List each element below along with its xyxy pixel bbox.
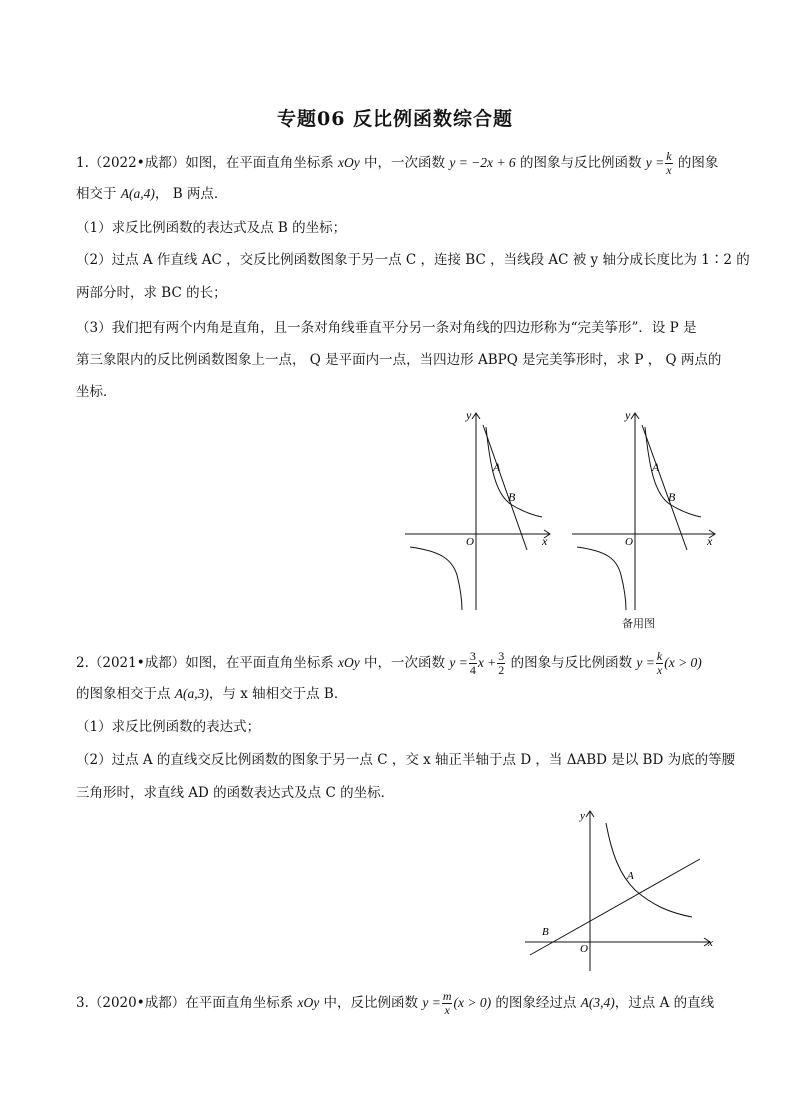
svg-text:y: y: [625, 408, 631, 422]
q2-line-1: 2.（2021•成都）如图，在平面直角坐标系 xOy 中，一次函数 y = $\frac{3}{4}$ x + $\frac{3}{2}$ 的图象与反比例函数 y = $\frac{k}{x}$ (x > 0): [76, 649, 702, 677]
q1-part-3-line-2: 第三象限内的反比例函数图象上一点， Q 是平面内一点，当四边形 ABPQ 是完美筝形时，求 P ， Q 两点的: [76, 352, 722, 368]
svg-text:B: B: [542, 926, 549, 938]
svg-text:O: O: [580, 943, 588, 955]
q2-part-2-line-2: 三角形时，求直线 AD 的函数表达式及点 C 的坐标．: [76, 785, 395, 801]
svg-text:x: x: [708, 937, 713, 949]
q3-line-1: 3.（2020•成都）在平面直角坐标系 xOy 中，反比例函数 y = $\frac{m}{x}$ (x > 0) 的图象经过点 A(3,4)，过点 A 的直线: [76, 989, 715, 1017]
hyperbola-branch: [606, 823, 692, 917]
linear-function-line: [483, 425, 527, 550]
svg-text:A: A: [627, 870, 634, 882]
q1-part-3-line-1: （3）我们把有两个内角是直角，且一条对角线垂直平分另一条对角线的四边形称为“完美筝形”．设 P 是: [76, 320, 697, 336]
page-title: 专题06 反比例函数综合题: [276, 108, 514, 130]
q1-part-2-line-1: （2）过点 A 作直线 AC ，交反比例函数图象于另一点 C ，连接 BC ，当线段 AC 被 y 轴分成长度比为 1∶2 的: [76, 252, 750, 268]
q2-part-1: （1）求反比例函数的表达式；: [76, 719, 261, 735]
point-b-label: B: [508, 490, 516, 504]
point-a-label: A: [493, 460, 501, 474]
svg-text:y: y: [580, 810, 585, 822]
q1-figure-backup: [567, 405, 727, 615]
q2-part-2-line-1: （2）过点 A 的直线交反比例函数的图象于另一点 C ，交 x 轴正半轴于点 D ，当 ΔABD 是以 BD 为底的等腰: [76, 752, 736, 768]
svg-text:x: x: [707, 534, 713, 548]
svg-text:A: A: [652, 460, 660, 474]
q1-figure-main: [400, 405, 560, 615]
q1-part-2-line-2: 两部分时，求 BC 的长；: [76, 285, 227, 301]
x-axis-label: x: [542, 534, 548, 548]
svg-text:B: B: [668, 490, 676, 504]
q2-line-2: 的图象相交于点 A(a,3)，与 x 轴相交于点 B．: [76, 686, 348, 702]
linear-function-line: [530, 859, 700, 955]
hyperbola-branch-q3: [410, 547, 462, 610]
svg-text:O: O: [625, 536, 633, 548]
q1-part-3-line-3: 坐标．: [76, 384, 117, 400]
fraction-k-over-x: $\frac{k}{x}$: [666, 149, 672, 177]
q1-line-1: 1.（2022•成都）如图，在平面直角坐标系 xOy 中，一次函数 y = −2x + 6 的图象与反比例函数 y = $\frac{k}{x}$ 的图象: [76, 149, 719, 177]
q1-line-2: 相交于 A(a,4)， B 两点．: [76, 186, 228, 202]
y-axis-label: y: [466, 408, 472, 422]
origin-label: O: [466, 536, 474, 548]
q2-figure: [520, 805, 720, 975]
q1-part-1: （1）求反比例函数的表达式及点 B 的坐标；: [76, 220, 347, 236]
backup-figure-caption: 备用图: [622, 617, 655, 630]
